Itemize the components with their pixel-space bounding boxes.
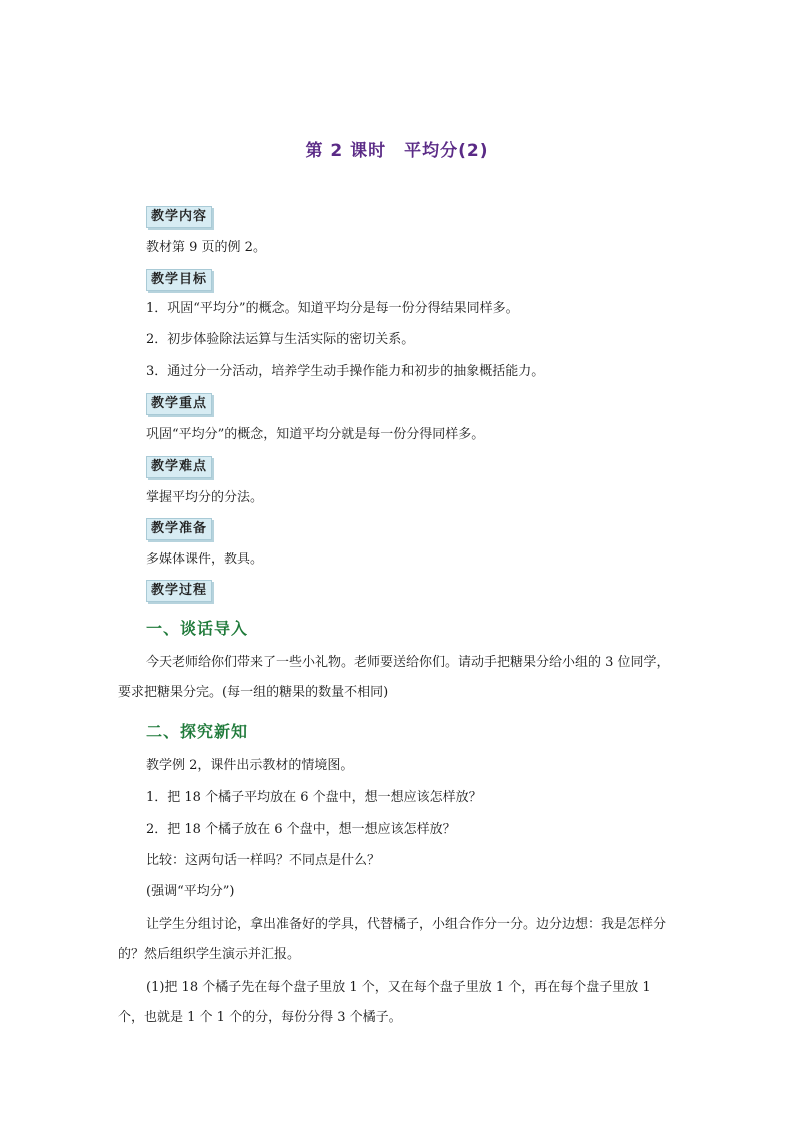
part2-line-3: 2．把 18 个橘子放在 6 个盘中，想一想应该怎样放？	[146, 822, 456, 837]
heading-part-2: 二、探究新知	[146, 722, 249, 741]
tag-teaching-process: 教学过程	[146, 580, 212, 602]
part2-line-1: 教学例 2，课件出示教材的情境图。	[146, 758, 354, 773]
part2-paragraph-2: (1)把 18 个橘子先在每个盘子里放 1 个，又在每个盘子里放 1 个，再在每个盘子里放 1 个，也就是 1 个 1 个的分，每份分得 3 个橘子。	[118, 980, 651, 1025]
goal-item-3: 3．通过分一分活动，培养学生动手操作能力和初步的抽象概括能力。	[146, 364, 545, 379]
part2-line-5: (强调“平均分”)	[146, 884, 235, 899]
tag-teaching-content: 教学内容	[146, 206, 212, 228]
part2-line-4: 比较：这两句话一样吗？不同点是什么？	[146, 853, 381, 868]
goal-item-1: 1．巩固“平均分”的概念。知道平均分是每一份分得结果同样多。	[146, 301, 519, 316]
goal-item-2: 2．初步体验除法运算与生活实际的密切关系。	[146, 332, 415, 347]
tag-teaching-difficulty: 教学难点	[146, 456, 212, 478]
prep-text: 多媒体课件，教具。	[146, 552, 264, 567]
heading-part-1: 一、谈话导入	[146, 619, 249, 638]
content-text: 教材第 9 页的例 2。	[146, 240, 266, 255]
part1-text: 今天老师给你们带来了一些小礼物。老师要送给你们。请动手把糖果分给小组的 3 位同学，要求把糖果分完。(每一组的糖果的数量不相同)	[118, 655, 670, 700]
tag-teaching-prep: 教学准备	[146, 518, 212, 540]
difficulty-text: 掌握平均分的分法。	[146, 490, 264, 505]
tag-teaching-key: 教学重点	[146, 393, 212, 415]
part2-paragraph-1: 让学生分组讨论，拿出准备好的学具，代替橘子，小组合作分一分。边分边想：我是怎样分的？然后组织学生演示并汇报。	[118, 917, 667, 962]
tag-teaching-goals: 教学目标	[146, 269, 212, 291]
page-title: 第 2 课时 平均分(2)	[305, 141, 489, 161]
part2-line-2: 1．把 18 个橘子平均放在 6 个盘中，想一想应该怎样放？	[146, 790, 482, 805]
key-text: 巩固“平均分”的概念，知道平均分就是每一份分得同样多。	[146, 427, 485, 442]
